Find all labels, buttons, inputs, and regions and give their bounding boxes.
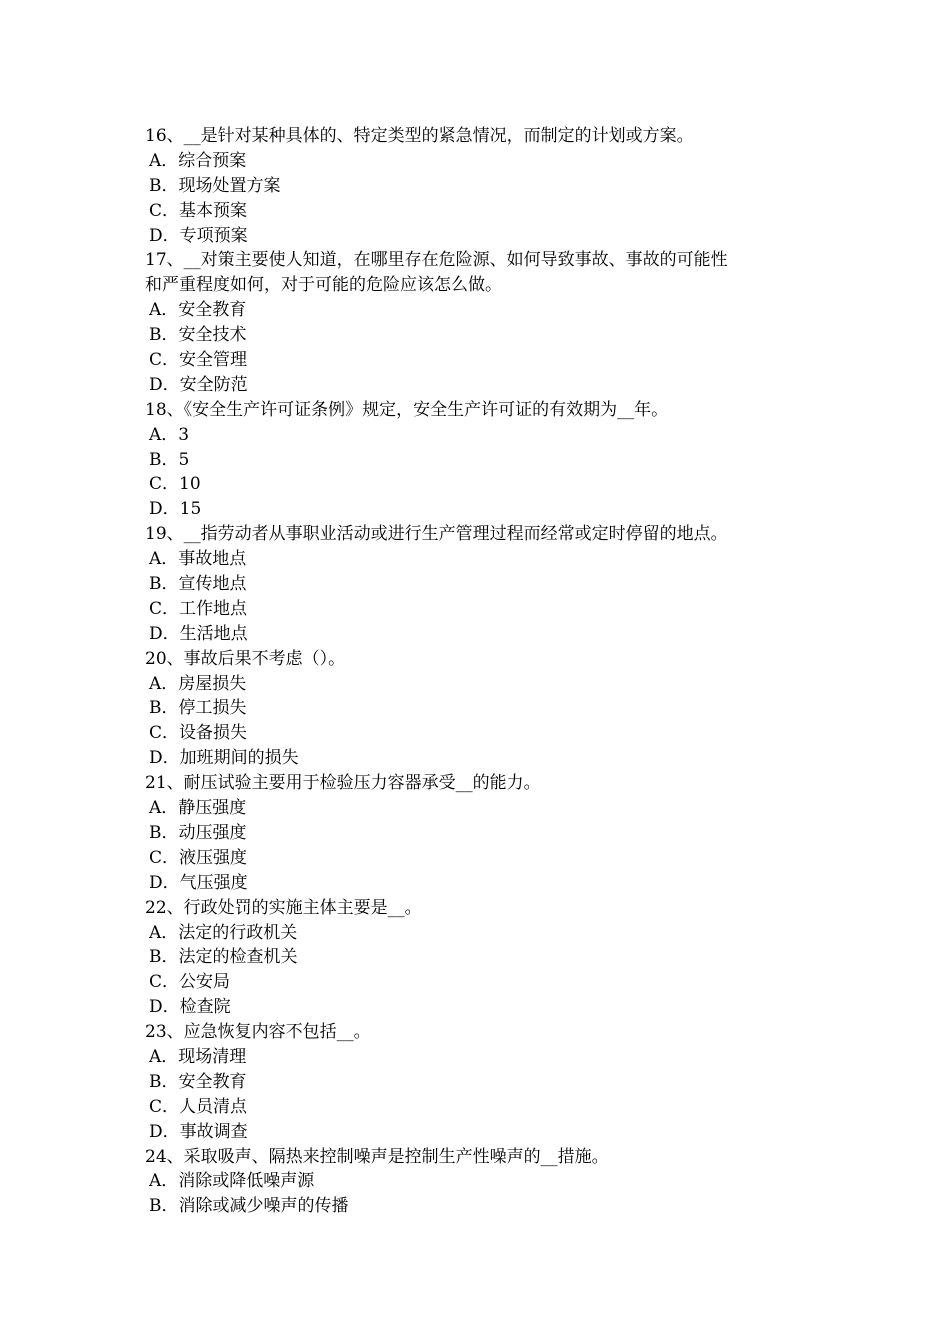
- question-20-option-d: D．加班期间的损失: [149, 748, 299, 769]
- question-18-option-c: C．10: [149, 474, 201, 495]
- question-22-option-d: D．检查院: [149, 997, 231, 1018]
- question-21-option-d: D．气压强度: [149, 872, 248, 893]
- question-17-option-a: A．安全教育: [149, 300, 247, 321]
- question-22-option-a: A．法定的行政机关: [149, 922, 298, 943]
- question-21-stem: 21、耐压试验主要用于检验压力容器承受__的能力。: [145, 773, 541, 794]
- question-24-option-a: A．消除或降低噪声源: [149, 1171, 315, 1192]
- question-18-option-d: D．15: [149, 499, 202, 520]
- question-21-option-a: A．静压强度: [149, 798, 247, 819]
- question-22-option-c: C．公安局: [149, 972, 231, 993]
- question-19-stem: 19、__指劳动者从事职业活动或进行生产管理过程而经常或定时停留的地点。: [145, 524, 728, 545]
- question-21-option-c: C．液压强度: [149, 847, 248, 868]
- question-16-stem: 16、__是针对某种具体的、特定类型的紧急情况，而制定的计划或方案。: [145, 126, 694, 146]
- question-23-option-d: D．事故调查: [149, 1121, 248, 1142]
- question-23-option-c: C．人员清点: [149, 1096, 248, 1117]
- question-16-option-c: C．基本预案: [149, 200, 248, 221]
- question-17-stem-continued: 和严重程度如何，对于可能的危险应该怎么做。: [145, 275, 502, 296]
- question-20-stem: 20、事故后果不考虑（）。: [145, 648, 346, 669]
- question-19-option-a: A．事故地点: [149, 549, 247, 570]
- question-21-option-b: B．动压强度: [149, 822, 247, 843]
- question-23-stem: 23、应急恢复内容不包括__。: [145, 1022, 371, 1043]
- question-18-option-b: B．5: [149, 449, 190, 470]
- document-page: [145, 124, 825, 1219]
- question-23-option-b: B．安全教育: [149, 1071, 247, 1092]
- question-18-option-a: A．3: [149, 424, 190, 445]
- question-24-stem: 24、采取吸声、隔热来控制噪声是控制生产性噪声的__措施。: [145, 1146, 609, 1167]
- question-19-option-d: D．生活地点: [149, 623, 248, 644]
- question-22-stem: 22、行政处罚的实施主体主要是__。: [145, 897, 422, 918]
- question-20-option-c: C．设备损失: [149, 723, 248, 744]
- question-17-stem: 17、__对策主要使人知道，在哪里存在危险源、如何导致事故、事故的可能性: [145, 250, 728, 271]
- question-18-stem: 18、《安全生产许可证条例》规定，安全生产许可证的有效期为__年。: [145, 399, 669, 420]
- question-20-option-b: B．停工损失: [149, 698, 247, 719]
- question-16-option-d: D．专项预案: [149, 225, 248, 246]
- question-17-option-b: B．安全技术: [149, 325, 247, 346]
- question-16-option-a: A．综合预案: [149, 150, 247, 171]
- question-19-option-b: B．宣传地点: [149, 574, 247, 595]
- question-22-option-b: B．法定的检查机关: [149, 947, 298, 968]
- question-17-option-d: D．安全防范: [149, 374, 248, 395]
- question-19-option-c: C．工作地点: [149, 598, 248, 619]
- question-20-option-a: A．房屋损失: [149, 673, 247, 694]
- question-16-option-b: B．现场处置方案: [149, 175, 281, 196]
- question-17-option-c: C．安全管理: [149, 350, 248, 371]
- question-23-option-a: A．现场清理: [149, 1046, 247, 1067]
- question-24-option-b: B．消除或减少噪声的传播: [149, 1196, 349, 1217]
